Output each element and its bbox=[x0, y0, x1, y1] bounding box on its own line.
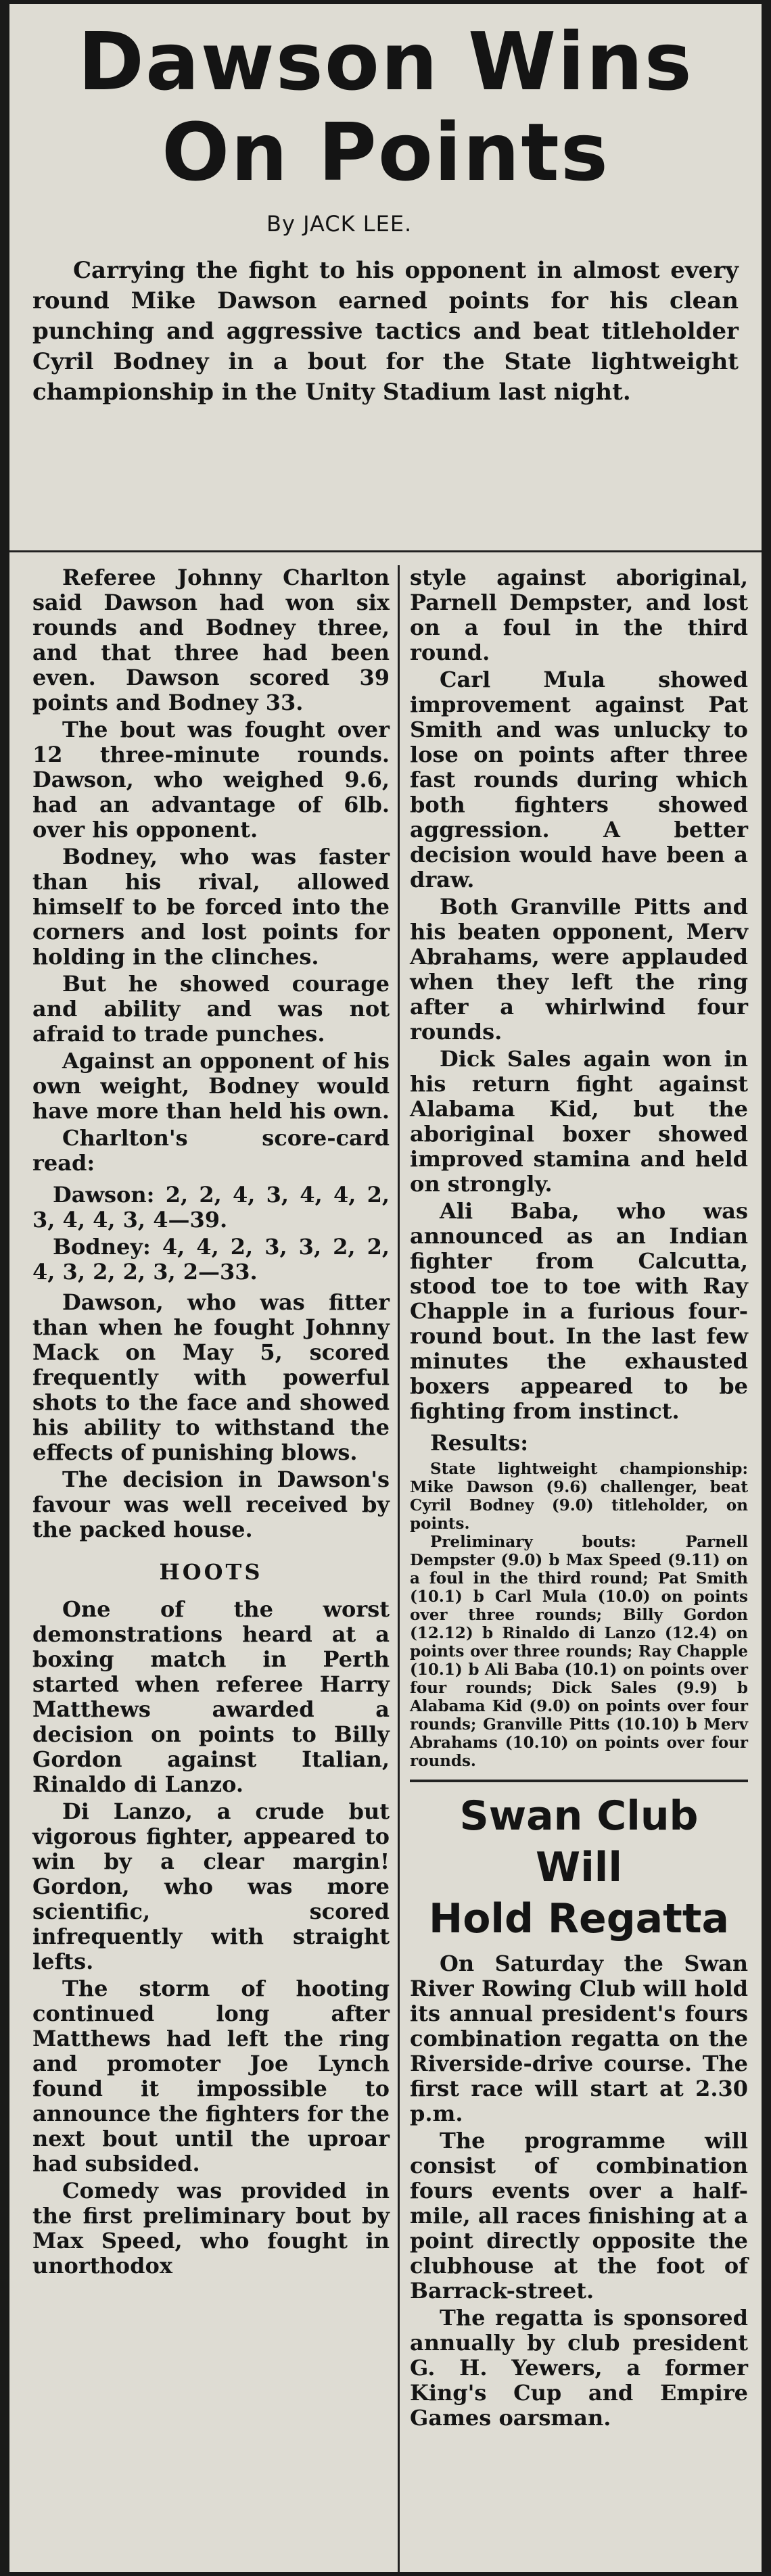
article-paragraph: Di Lanzo, a crude but vigorous fighter, appeared to win by a clear margin! Gordon, who was more scientific, scored infrequently with straight lefts. bbox=[32, 1798, 390, 1974]
article-paragraph: Against an opponent of his own weight, Bodney would have more than held his own. bbox=[32, 1048, 390, 1124]
article-paragraph: The regatta is sponsored annually by club president G. H. Yewers, a former King's Cup and Empire Games oarsman. bbox=[410, 2305, 748, 2431]
article-paragraph: Both Granville Pitts and his beaten opponent, Merv Abrahams, were applauded when they left the ring after a whirlwind four rounds. bbox=[410, 894, 748, 1045]
score-card bbox=[32, 1183, 390, 1285]
article-paragraph: The bout was fought over 12 three-minute rounds. Dawson, who weighed 9.6, had an advantage of 6lb. over his opponent. bbox=[32, 717, 390, 842]
section-rule bbox=[9, 550, 762, 552]
section-heading-hoots: HOOTS bbox=[159, 1559, 263, 1585]
result-entry: Preliminary bouts: Parnell Dempster (9.0) b Max Speed (9.11) on a foul in the third round; Pat Smith (10.1) b Carl Mula (10.0) on points over three rounds; Billy Gordon (12.12) b Rinaldo di Lanzo (12.4) on points over three rounds; Ray Chapple (10.1) b Ali Baba (10.1) on points over four rounds; Dick Sales (9.9) b Alabama Kid (9.0) on points over four rounds; Granville Pitts (10.10) b Merv Abrahams (10.10) on points over four rounds. bbox=[410, 1533, 748, 1770]
article-paragraph: Charlton's score-card read: bbox=[32, 1125, 390, 1176]
article-paragraph: Carl Mula showed improvement against Pat Smith and was unlucky to lose on points after three fast rounds during which both fighters showed aggression. A better decision would have been a draw. bbox=[410, 667, 748, 892]
article-divider bbox=[410, 1780, 748, 1782]
article-paragraph: Ali Baba, who was announced as an Indian fighter from Calcutta, stood toe to toe with Ray Chapple in a furious four-round bout. In the last few minutes the exhausted boxers appeared to be fighting from instinct. bbox=[410, 1198, 748, 1424]
secondary-headline bbox=[410, 1790, 748, 1945]
article-paragraph: Dawson, who was fitter than when he fought Johnny Mack on May 5, scored frequently with powerful shots to the face and showed his ability to withstand the effects of punishing blows. bbox=[32, 1289, 390, 1465]
article-paragraph: Referee Johnny Charlton said Dawson had won six rounds and Bodney three, and that three had been even. Dawson scored 39 points and Bodney 33. bbox=[32, 565, 390, 715]
article-paragraph: style against aboriginal, Parnell Dempster, and lost on a foul in the third round. bbox=[410, 565, 748, 665]
secondary-headline-line-2: Hold Regatta bbox=[428, 1895, 730, 1942]
lead-paragraph: Carrying the fight to his opponent in almost every round Mike Dawson earned points for his clean punching and aggressive tactics and beat titleholder Cyril Bodney in a bout for the State lightweight championship in the Unity Stadium last night. bbox=[32, 257, 739, 406]
article-paragraph: Dick Sales again won in his return fight against Alabama Kid, but the aboriginal boxer showed improved stamina and held on strongly. bbox=[410, 1046, 748, 1197]
article-paragraph: But he showed courage and ability and was not afraid to trade punches. bbox=[32, 971, 390, 1047]
right-column bbox=[410, 565, 748, 2433]
newspaper-clipping bbox=[9, 4, 762, 2572]
result-entry: State lightweight championship: Mike Dawson (9.6) challenger, beat Cyril Bodney (9.0) titleholder, on points. bbox=[410, 1460, 748, 1533]
column-divider bbox=[398, 565, 400, 2572]
secondary-headline-line-1: Swan Club Will bbox=[459, 1792, 699, 1891]
article-paragraph: The storm of hooting continued long after Matthews had left the ring and promoter Joe Lynch found it impossible to announce the fighters for the next bout until the uproar had subsided. bbox=[32, 1976, 390, 2176]
article-paragraph: One of the worst demonstrations heard at a boxing match in Perth started when referee Harry Matthews awarded a decision on points to Billy Gordon against Italian, Rinaldo di Lanzo. bbox=[32, 1596, 390, 1797]
headline-line-2: On Points bbox=[161, 105, 610, 199]
article-paragraph: On Saturday the Swan River Rowing Club will hold its annual president's fours combination regatta on the Riverside-drive course. The first race will start at 2.30 p.m. bbox=[410, 1951, 748, 2126]
headline-line-1: Dawson Wins bbox=[78, 15, 693, 108]
results-list bbox=[410, 1460, 748, 1770]
results-heading: Results: bbox=[430, 1430, 528, 1456]
article-paragraph: Comedy was provided in the first preliminary bout by Max Speed, who fought in unorthodox bbox=[32, 2178, 390, 2279]
score-line-dawson: Dawson: 2, 2, 4, 3, 4, 4, 2, 3, 4, 4, 3, 4—39. bbox=[32, 1182, 390, 1233]
article-paragraph: The programme will consist of combination fours events over a half-mile, all races finishing at a point directly opposite the clubhouse at the foot of Barrack-street. bbox=[410, 2128, 748, 2304]
headline bbox=[9, 16, 762, 197]
score-line-bodney: Bodney: 4, 4, 2, 3, 3, 2, 2, 4, 3, 2, 2, 3, 2—33. bbox=[32, 1234, 390, 1285]
byline: By JACK LEE. bbox=[266, 211, 413, 237]
left-column bbox=[32, 565, 390, 2281]
article-paragraph: Bodney, who was faster than his rival, allowed himself to be forced into the corners and lost points for holding in the clinches. bbox=[32, 844, 390, 970]
article-paragraph: The decision in Dawson's favour was well received by the packed house. bbox=[32, 1466, 390, 1542]
